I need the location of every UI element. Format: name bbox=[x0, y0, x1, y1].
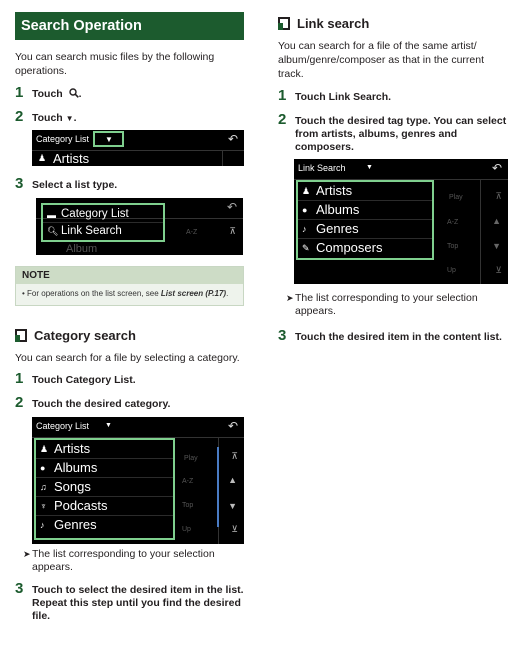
list-item-artists[interactable]: ♟ Artists bbox=[298, 182, 432, 201]
triangle-down-icon[interactable]: ▼ bbox=[366, 164, 373, 171]
list-item-songs[interactable]: ♫ Songs bbox=[36, 478, 173, 497]
music-note-icon: ♫ bbox=[40, 482, 47, 492]
ghost-play: Play bbox=[449, 194, 463, 201]
search-icon: 🔍︎ bbox=[47, 226, 59, 236]
list-item-artists[interactable]: ♟ Artists bbox=[36, 440, 173, 459]
section-icon bbox=[15, 329, 27, 342]
link-search-screen bbox=[294, 159, 508, 284]
step-2: 2 Touch ▼. bbox=[15, 108, 77, 125]
screen-title: Category List bbox=[36, 134, 90, 144]
back-icon[interactable]: ↶ bbox=[227, 419, 238, 433]
category-intro: You can search for a file by selecting a category. bbox=[15, 352, 240, 364]
page-title: Search Operation bbox=[15, 12, 244, 40]
folder-icon: ▬ bbox=[47, 210, 56, 220]
category-list-screen bbox=[32, 417, 244, 544]
cat-step-2: 2 Touch the desired category. bbox=[15, 394, 171, 411]
category-search-heading: Category search bbox=[15, 328, 244, 343]
triangle-down-icon: ▼ bbox=[65, 114, 74, 123]
page-up-icon[interactable]: ▲ bbox=[228, 475, 237, 485]
list-type-popup bbox=[41, 203, 165, 242]
step-number: 1 bbox=[15, 84, 24, 101]
search-icon bbox=[69, 88, 79, 98]
list-item-albums[interactable]: ● Albums bbox=[36, 459, 173, 478]
section-icon bbox=[278, 17, 290, 30]
back-icon[interactable]: ↶ bbox=[226, 200, 237, 214]
category-list bbox=[34, 438, 175, 540]
person-icon: ♟ bbox=[40, 444, 49, 454]
right-column bbox=[278, 16, 510, 344]
ghost-button: A-Z bbox=[186, 229, 198, 236]
list-item-podcasts[interactable]: ♆ Podcasts bbox=[36, 497, 173, 516]
ghost-up: Up bbox=[182, 526, 191, 533]
disc-icon: ● bbox=[40, 463, 46, 473]
arrow-icon: ➤ bbox=[23, 549, 31, 559]
link-search-heading: Link search bbox=[278, 16, 510, 31]
cat-step-1: 1 Touch Category List. bbox=[15, 370, 136, 387]
top-icon[interactable]: ⊼ bbox=[495, 191, 502, 201]
note-body: • For operations on the list screen, see List screen (P.17). bbox=[22, 289, 229, 298]
person-icon: ♟ bbox=[302, 186, 311, 196]
list-item-composers[interactable]: ✎ Composers bbox=[302, 240, 383, 255]
cat-step-3: 3 Touch to select the desired item in the list. Repeat this step until you find the desired file. bbox=[15, 580, 244, 622]
partial-list-item: Album bbox=[66, 243, 98, 255]
bottom-icon[interactable]: ⊻ bbox=[495, 265, 502, 275]
guitar-icon: ♪ bbox=[302, 224, 307, 234]
list-item-link-search[interactable]: 🔍︎ Link Search bbox=[47, 225, 122, 237]
dropdown-button[interactable] bbox=[93, 131, 124, 147]
link-step-1: 1 Touch Link Search. bbox=[278, 87, 392, 104]
page-up-icon[interactable]: ▲ bbox=[492, 216, 501, 226]
left-column bbox=[15, 12, 244, 623]
category-list-screen-header bbox=[32, 130, 244, 166]
link-intro: You can search for a file of the same artist/ album/genre/composer as that in the current track. bbox=[278, 40, 485, 80]
ghost-top: Top bbox=[182, 502, 194, 509]
list-item-category-list[interactable]: ▬ Category List bbox=[43, 207, 163, 223]
triangle-down-icon: ▼ bbox=[105, 135, 113, 144]
tag-type-list bbox=[296, 180, 434, 260]
disc-icon: ● bbox=[302, 205, 308, 215]
page-down-icon[interactable]: ▼ bbox=[228, 501, 237, 511]
step-3: 3 Select a list type. bbox=[15, 175, 118, 192]
ghost-az: A-Z bbox=[182, 478, 194, 485]
top-icon[interactable]: ⊼ bbox=[231, 451, 238, 461]
screen-title: Category List bbox=[36, 421, 90, 431]
note-heading: NOTE bbox=[16, 267, 243, 284]
note-link[interactable]: List screen (P.17) bbox=[160, 289, 227, 298]
intro-text: You can search music files by the following operations. bbox=[15, 51, 215, 77]
back-icon[interactable]: ↶ bbox=[491, 161, 502, 175]
list-item-genres[interactable]: ♪ Genres bbox=[298, 220, 432, 239]
page-down-icon[interactable]: ▼ bbox=[492, 241, 501, 251]
back-icon[interactable]: ↶ bbox=[227, 132, 238, 146]
list-type-screen bbox=[36, 198, 243, 255]
podcast-icon: ♆ bbox=[40, 501, 47, 511]
top-icon[interactable]: ⊼ bbox=[229, 226, 236, 236]
screen-title: Link Search bbox=[298, 163, 346, 173]
triangle-down-icon[interactable]: ▼ bbox=[105, 422, 112, 429]
list-item-albums[interactable]: ● Albums bbox=[298, 201, 432, 220]
step-1: 1 Touch . bbox=[15, 84, 82, 101]
partial-list-item: Artists bbox=[53, 151, 90, 166]
ghost-az: A-Z bbox=[447, 219, 459, 226]
bottom-icon[interactable]: ⊻ bbox=[231, 524, 238, 534]
arrow-icon: ➤ bbox=[286, 293, 294, 303]
ghost-up: Up bbox=[447, 267, 456, 274]
composer-icon: ✎ bbox=[302, 243, 310, 253]
note-box bbox=[15, 266, 244, 306]
ghost-play: Play bbox=[184, 455, 198, 462]
link-result: ➤ The list corresponding to your selection appears. bbox=[286, 292, 478, 317]
list-item-genres[interactable]: ♪ Genres bbox=[40, 517, 97, 532]
link-step-3: 3 Touch the desired item in the content list. bbox=[278, 327, 502, 344]
category-result: ➤ The list corresponding to your selection appears. bbox=[23, 548, 215, 573]
person-icon: ♟ bbox=[38, 153, 47, 163]
guitar-icon: ♪ bbox=[40, 520, 45, 530]
ghost-top: Top bbox=[447, 243, 459, 250]
link-step-2: 2 Touch the desired tag type. You can select from artists, albums, genres and composers. bbox=[278, 111, 507, 153]
